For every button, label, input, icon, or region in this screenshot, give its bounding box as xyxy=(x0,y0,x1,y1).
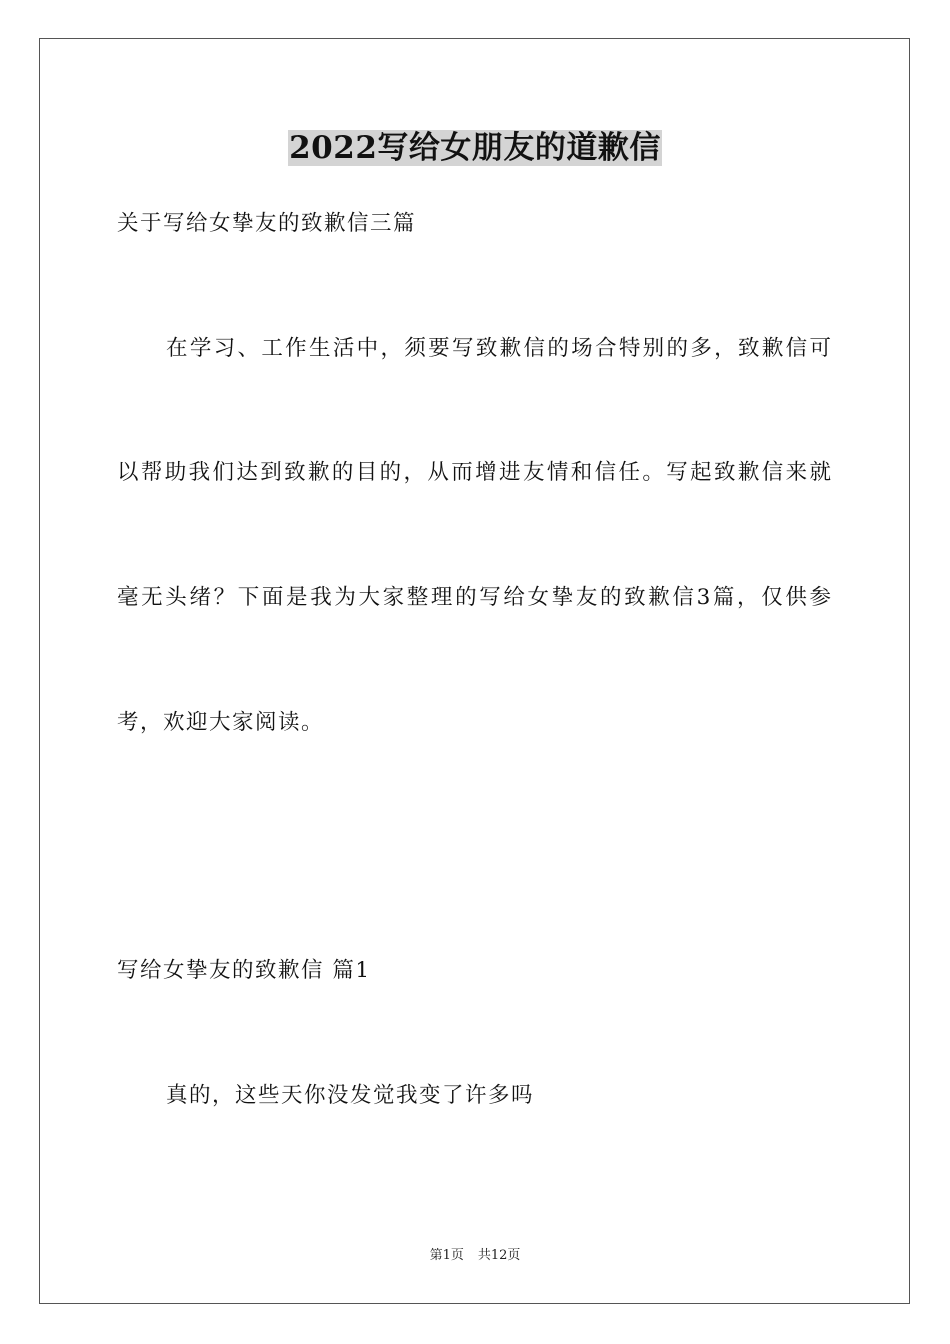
document-title xyxy=(0,126,950,170)
document-subtitle: 关于写给女挚友的致歉信三篇 xyxy=(117,211,417,236)
section-heading: 写给女挚友的致歉信 篇1 xyxy=(117,958,371,983)
intro-line-3: 毫无头绪？下面是我为大家整理的写给女挚友的致歉信3篇，仅供参 xyxy=(117,585,831,610)
intro-line-2: 以帮助我们达到致歉的目的，从而增进友情和信任。写起致歉信来就 xyxy=(117,460,831,485)
intro-line-1: 在学习、工作生活中，须要写致歉信的场合特别的多，致歉信可 xyxy=(166,336,831,361)
page-number: 第1页 xyxy=(429,1248,464,1263)
document-title-text: 2022写给女朋友的道歉信 xyxy=(289,130,661,166)
page-total: 共12页 xyxy=(477,1248,521,1263)
page-footer xyxy=(0,1247,950,1265)
section-first-line: 真的，这些天你没发觉我变了许多吗 xyxy=(166,1083,535,1108)
intro-line-4: 考，欢迎大家阅读。 xyxy=(117,710,325,735)
